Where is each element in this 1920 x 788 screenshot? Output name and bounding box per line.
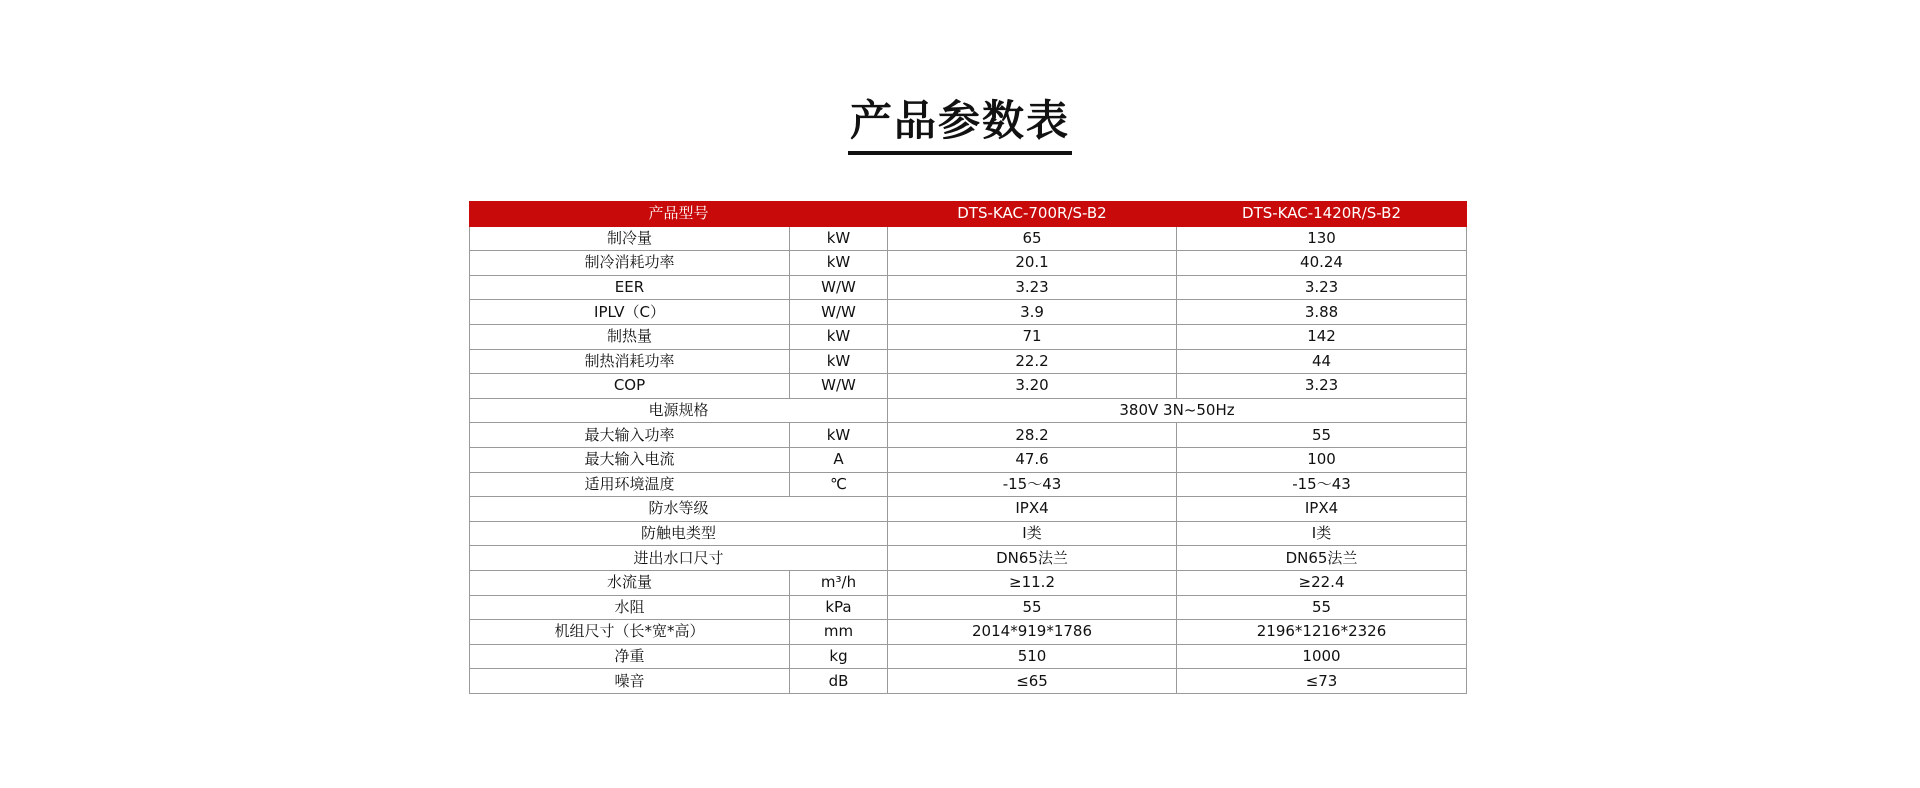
value-cell-model-1: 28.2 (888, 423, 1177, 448)
unit-cell: kW (790, 226, 888, 251)
value-cell-model-2: 55 (1177, 423, 1467, 448)
merged-value-cell: 380V 3N~50Hz (888, 398, 1467, 423)
unit-cell: kW (790, 251, 888, 276)
table-row (470, 546, 1467, 571)
unit-cell: W/W (790, 275, 888, 300)
table-header (470, 202, 1467, 227)
table-row (470, 300, 1467, 325)
unit-cell: W/W (790, 374, 888, 399)
value-cell-model-2: 44 (1177, 349, 1467, 374)
value-cell-model-2: 3.88 (1177, 300, 1467, 325)
title-wrapper (0, 94, 1920, 155)
param-name-cell: 电源规格 (470, 398, 888, 423)
value-cell-model-2: 55 (1177, 595, 1467, 620)
value-cell-model-1: 510 (888, 644, 1177, 669)
value-cell-model-1: 3.23 (888, 275, 1177, 300)
header-model-1: DTS-KAC-700R/S-B2 (888, 202, 1177, 227)
param-name-cell: 噪音 (470, 669, 790, 694)
value-cell-model-2: 3.23 (1177, 374, 1467, 399)
value-cell-model-1: 20.1 (888, 251, 1177, 276)
table-row (470, 644, 1467, 669)
unit-cell: kW (790, 423, 888, 448)
unit-cell: ℃ (790, 472, 888, 497)
table-row (470, 398, 1467, 423)
value-cell-model-2: ≤73 (1177, 669, 1467, 694)
header-model-2: DTS-KAC-1420R/S-B2 (1177, 202, 1467, 227)
unit-cell: kW (790, 349, 888, 374)
param-name-cell: 最大输入电流 (470, 447, 790, 472)
unit-cell: kg (790, 644, 888, 669)
value-cell-model-2: 1000 (1177, 644, 1467, 669)
table-row (470, 447, 1467, 472)
value-cell-model-1: 3.20 (888, 374, 1177, 399)
param-name-cell: 防水等级 (470, 497, 888, 522)
value-cell-model-2: 2196*1216*2326 (1177, 620, 1467, 645)
param-name-cell: 制冷量 (470, 226, 790, 251)
table-row (470, 570, 1467, 595)
value-cell-model-1: -15～43 (888, 472, 1177, 497)
table-row (470, 472, 1467, 497)
table-row (470, 669, 1467, 694)
value-cell-model-1: ≥11.2 (888, 570, 1177, 595)
header-model-label: 产品型号 (470, 202, 888, 227)
unit-cell: m³/h (790, 570, 888, 595)
table-row (470, 251, 1467, 276)
unit-cell: kPa (790, 595, 888, 620)
value-cell-model-1: DN65法兰 (888, 546, 1177, 571)
value-cell-model-1: 47.6 (888, 447, 1177, 472)
value-cell-model-1: 65 (888, 226, 1177, 251)
table-body (470, 226, 1467, 693)
table-row (470, 620, 1467, 645)
value-cell-model-1: 2014*919*1786 (888, 620, 1177, 645)
table-row (470, 349, 1467, 374)
param-name-cell: 水流量 (470, 570, 790, 595)
value-cell-model-1: Ⅰ类 (888, 521, 1177, 546)
table-row (470, 275, 1467, 300)
value-cell-model-1: 3.9 (888, 300, 1177, 325)
value-cell-model-2: 3.23 (1177, 275, 1467, 300)
param-name-cell: 进出水口尺寸 (470, 546, 888, 571)
value-cell-model-2: DN65法兰 (1177, 546, 1467, 571)
value-cell-model-2: 100 (1177, 447, 1467, 472)
param-name-cell: COP (470, 374, 790, 399)
value-cell-model-1: 55 (888, 595, 1177, 620)
unit-cell: kW (790, 324, 888, 349)
value-cell-model-1: ≤65 (888, 669, 1177, 694)
param-name-cell: 制热消耗功率 (470, 349, 790, 374)
table-row (470, 374, 1467, 399)
param-name-cell: 适用环境温度 (470, 472, 790, 497)
table-row (470, 423, 1467, 448)
page-title: 产品参数表 (848, 94, 1072, 155)
value-cell-model-2: 130 (1177, 226, 1467, 251)
unit-cell: W/W (790, 300, 888, 325)
spec-table (469, 201, 1467, 694)
param-name-cell: 净重 (470, 644, 790, 669)
param-name-cell: 防触电类型 (470, 521, 888, 546)
param-name-cell: 制冷消耗功率 (470, 251, 790, 276)
value-cell-model-1: 22.2 (888, 349, 1177, 374)
value-cell-model-2: -15～43 (1177, 472, 1467, 497)
table-row (470, 497, 1467, 522)
value-cell-model-2: ≥22.4 (1177, 570, 1467, 595)
header-row (470, 202, 1467, 227)
value-cell-model-2: IPX4 (1177, 497, 1467, 522)
value-cell-model-1: 71 (888, 324, 1177, 349)
value-cell-model-1: IPX4 (888, 497, 1177, 522)
value-cell-model-2: 40.24 (1177, 251, 1467, 276)
value-cell-model-2: Ⅰ类 (1177, 521, 1467, 546)
table-row (470, 595, 1467, 620)
value-cell-model-2: 142 (1177, 324, 1467, 349)
unit-cell: A (790, 447, 888, 472)
table-row (470, 226, 1467, 251)
table-row (470, 521, 1467, 546)
table-row (470, 324, 1467, 349)
param-name-cell: 机组尺寸（长*宽*高） (470, 620, 790, 645)
param-name-cell: EER (470, 275, 790, 300)
param-name-cell: 最大输入功率 (470, 423, 790, 448)
unit-cell: dB (790, 669, 888, 694)
unit-cell: mm (790, 620, 888, 645)
param-name-cell: 制热量 (470, 324, 790, 349)
param-name-cell: IPLV（C） (470, 300, 790, 325)
param-name-cell: 水阻 (470, 595, 790, 620)
